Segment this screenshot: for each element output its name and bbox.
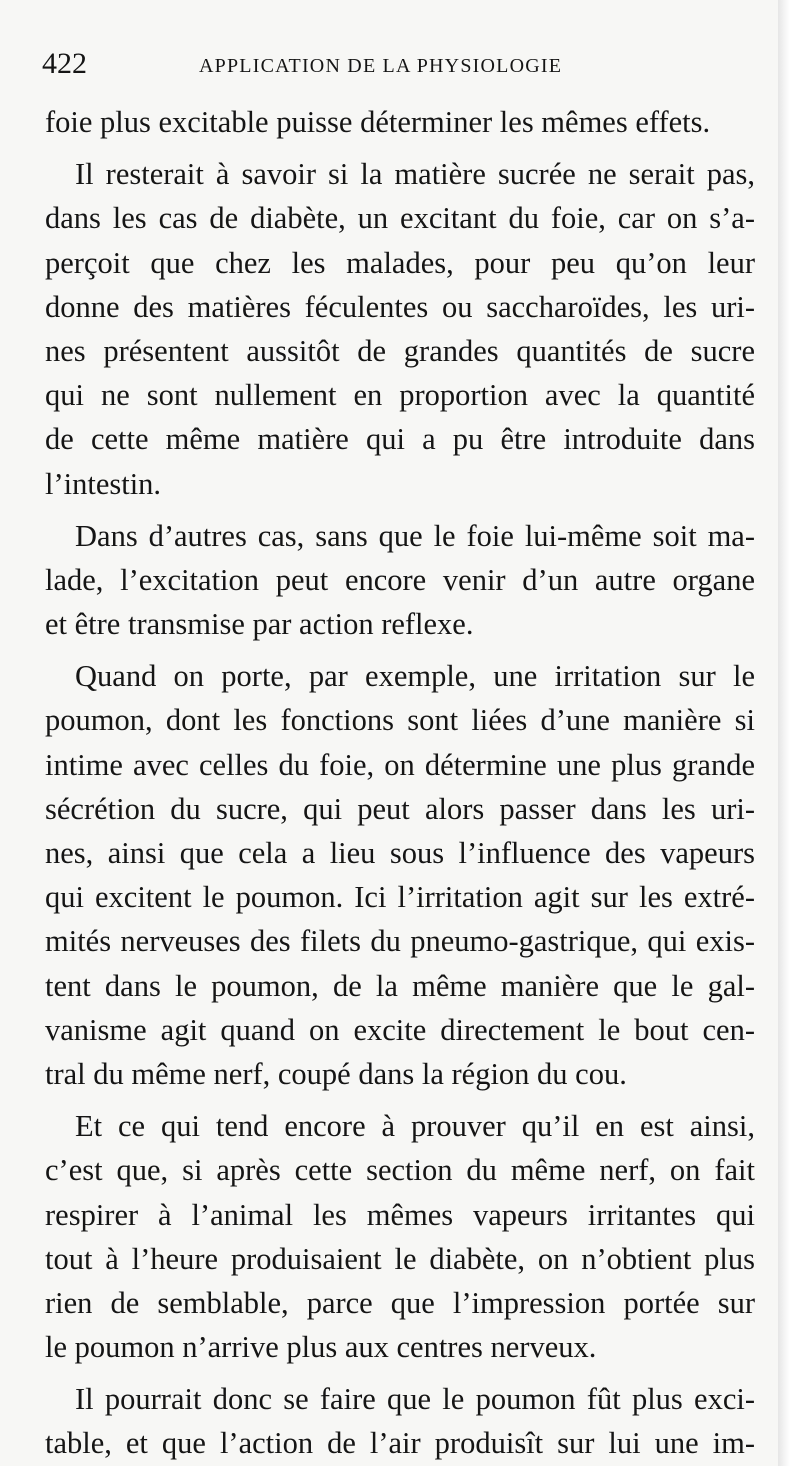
text-line: rien de semblable, parce que l’impression portée sur	[45, 1285, 755, 1320]
text-line: l’intestin.	[45, 466, 162, 501]
text-line: qui ne sont nullement en proportion avec la quantité	[45, 378, 755, 413]
text-line: le poumon n’arrive plus aux centres nerveux.	[45, 1330, 597, 1365]
text-line: tent dans le poumon, de la même manière que le gal-	[45, 968, 755, 1003]
text-line: lade, l’excitation peut encore venir d’un autre organe	[45, 562, 755, 597]
text-line: perçoit que chez les malades, pour peu qu’on leur	[45, 245, 755, 280]
text-line: mités nerveuses des filets du pneumo-gastrique, qui exis-	[45, 924, 755, 959]
page-header	[42, 44, 762, 84]
page-edge-shadow	[778, 0, 790, 1466]
text-line: table, et que l’action de l’air produisît sur lui une im-	[45, 1426, 755, 1461]
text-line: Il resterait à savoir si la matière sucrée ne serait pas,	[75, 157, 755, 192]
body-text	[45, 100, 755, 1466]
paragraph-gap	[45, 506, 755, 514]
text-line: sécrétion du sucre, qui peut alors passer dans les uri-	[45, 791, 755, 826]
text-line: qui excitent le poumon. Ici l’irritation agit sur les extré-	[45, 880, 755, 915]
text-line: Et ce qui tend encore à prouver qu’il en est ainsi,	[75, 1109, 755, 1144]
page-number: 422	[42, 47, 87, 80]
text-line: de cette même matière qui a pu être introduite dans	[45, 422, 755, 457]
text-line: foie plus excitable puisse déterminer les mêmes effets.	[45, 105, 711, 139]
text-line: Il pourrait donc se faire que le poumon fût plus exci-	[75, 1382, 755, 1417]
text-line: tout à l’heure produisaient le diabète, on n’obtient plus	[45, 1241, 755, 1276]
text-line: intime avec celles du foie, on détermine une plus grande	[45, 747, 755, 782]
text-line: nes, ainsi que cela a lieu sous l’influence des vapeurs	[45, 836, 755, 870]
text-line: donne des matières féculentes ou saccharoïdes, les uri-	[45, 289, 755, 324]
paragraph-gap	[45, 1096, 755, 1104]
text-line: respirer à l’animal les mêmes vapeurs irritantes qui	[45, 1197, 755, 1232]
text-line: vanisme agit quand on excite directement le bout cen-	[45, 1012, 755, 1047]
paragraph-gap	[45, 1369, 755, 1377]
text-line: et être transmise par action reflexe.	[45, 607, 474, 642]
text-line: Quand on porte, par exemple, une irritation sur le	[75, 659, 755, 694]
text-line: nes présentent aussitôt de grandes quantités de sucre	[45, 333, 755, 368]
text-line: poumon, dont les fonctions sont liées d’une manière si	[45, 703, 755, 738]
running-head: APPLICATION DE LA PHYSIOLOGIE	[199, 55, 563, 77]
text-line: Dans d’autres cas, sans que le foie lui-même soit ma-	[75, 518, 755, 553]
paragraph-gap	[45, 646, 755, 654]
paragraph-gap	[45, 144, 755, 152]
text-line: tral du même nerf, coupé dans la région du cou.	[45, 1056, 627, 1091]
text-line: c’est que, si après cette section du même nerf, on fait	[45, 1153, 755, 1188]
text-line: dans les cas de diabète, un excitant du foie, car on s’a-	[45, 201, 755, 236]
